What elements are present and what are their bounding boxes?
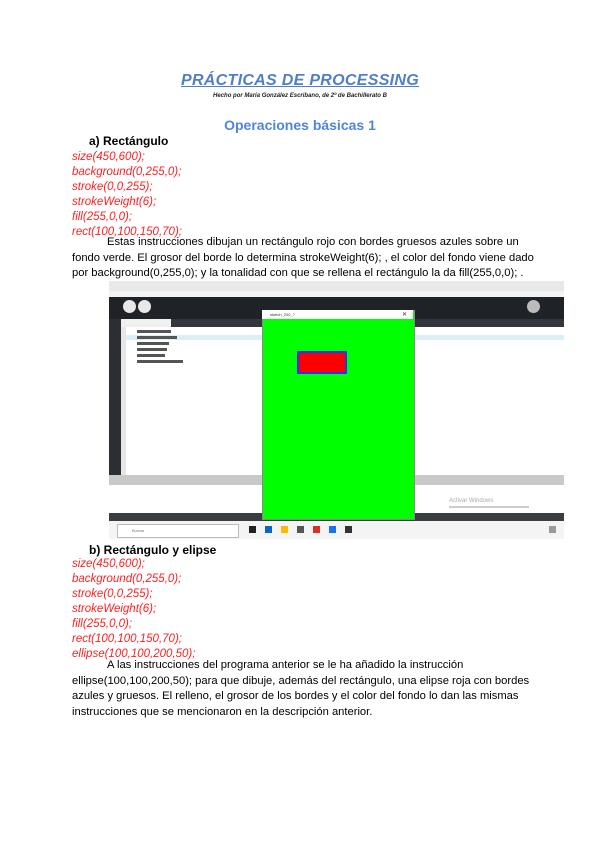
paragraph-line: Estas instrucciones dibujan un rectángulo rojo con bordes gruesos azules sobre un [107,236,519,248]
store-icon[interactable] [297,526,304,533]
sketch-window-titlebar [262,310,413,319]
sketch-window [262,310,415,520]
windows-watermark: Activar Windows [449,498,494,504]
code-line: strokeWeight(6); [72,196,157,208]
paragraph-line: azules y gruesos. El relleno, el grosor de los bordes y el color del fondo lo dan las mismas [72,690,519,702]
heading-b: b) Rectángulo y elipse [89,543,217,557]
app-icon[interactable] [313,526,320,533]
app-icon[interactable] [329,526,336,533]
processing-icon[interactable] [345,526,352,533]
line-gutter [121,327,126,475]
code-line: strokeWeight(6); [72,603,157,615]
paragraph-b [72,658,532,720]
heading-a: a) Rectángulo [89,134,169,148]
edge-icon[interactable] [265,526,272,533]
stop-icon[interactable] [138,300,151,313]
windows-icon[interactable] [249,526,256,533]
code-block-b [72,557,195,662]
editor-line [137,342,169,345]
code-line: size(450,600); [72,558,145,570]
taskbar-search[interactable] [117,524,239,538]
code-line: size(450,600); [72,151,145,163]
paragraph-line: A las instrucciones del programa anterior se le ha añadido la instrucción [107,659,464,671]
code-line: fill(255,0,0); [72,618,133,630]
paragraph-line: fondo verde. El grosor del borde lo determina strokeWeight(6); , el color del fondo viene dado [72,251,534,264]
mode-icon[interactable] [527,300,540,313]
code-line: stroke(0,0,255); [72,588,153,600]
code-line: fill(255,0,0); [72,211,133,223]
search-placeholder: Buscar [132,528,145,533]
notifications-icon[interactable] [549,526,556,533]
editor-line [137,348,167,351]
paragraph-line: ellipse(100,100,200,50); para que dibuje, además del rectángulo, una elipse roja con bordes [72,674,530,687]
section-title: Operaciones básicas 1 [224,117,376,133]
editor-line [137,336,177,339]
page-title: PRÁCTICAS DE PROCESSING [180,72,420,89]
code-block-a [72,150,182,240]
folder-icon[interactable] [281,526,288,533]
processing-screenshot [109,281,564,539]
code-line: rect(100,100,150,70); [72,633,182,645]
paragraph-line: por background(0,255,0); y la tonalidad con que se rellena el rectángulo la da fill(255,0,0); . [72,267,524,279]
watermark-subline [449,506,529,508]
editor-line [137,330,171,333]
sketch-window-title: sketch_200_? [270,312,295,317]
close-icon[interactable]: ✕ [402,312,408,318]
code-line: rect(100,100,150,70); [72,226,182,238]
code-line: background(0,255,0); [72,573,182,585]
page-subtitle: Hecho por María González Escribano, de 2º de Bachillerato B [213,93,387,99]
code-line: ellipse(100,100,200,50); [72,648,196,660]
code-line: background(0,255,0); [72,166,182,178]
ide-titlebar [109,281,564,291]
editor-line [137,354,165,357]
code-line: stroke(0,0,255); [72,181,153,193]
editor-line [137,360,183,363]
run-icon[interactable] [123,300,136,313]
sketch-tab[interactable] [121,319,171,327]
red-rectangle [297,351,347,374]
paragraph-line: instrucciones que se mencionaron en la descripción anterior. [72,705,373,718]
paragraph-a [72,235,532,282]
